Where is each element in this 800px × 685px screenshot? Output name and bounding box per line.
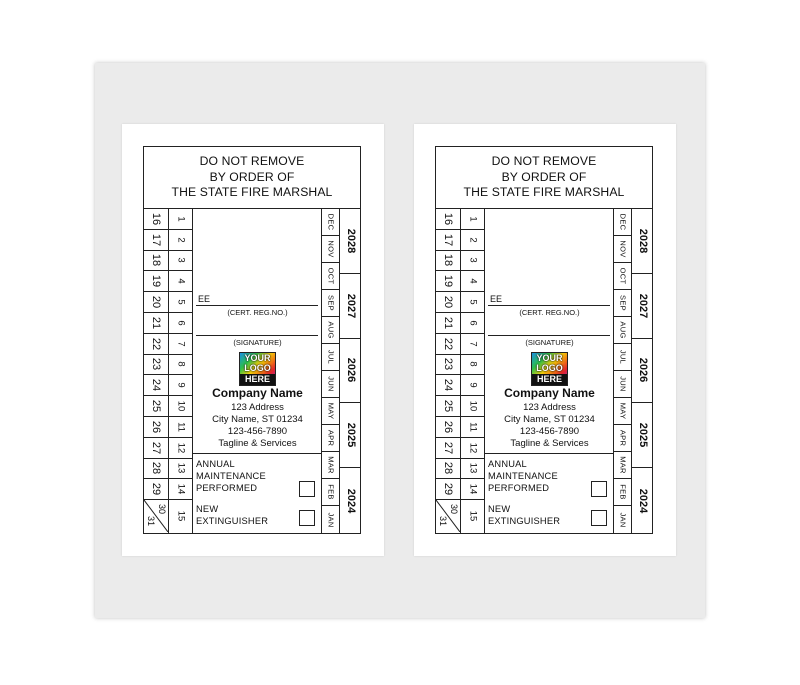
tag-header	[144, 147, 360, 209]
label-line: ANNUAL	[196, 459, 235, 469]
day-cell-label: 1	[175, 216, 187, 222]
month-cell-label: DEC	[618, 213, 628, 231]
annual-maintenance-checkbox[interactable]	[591, 481, 607, 497]
days-column-1-15	[168, 209, 193, 533]
month-cell-label: OCT	[326, 267, 336, 285]
month-cell[interactable]	[614, 506, 632, 533]
day-cell[interactable]	[144, 417, 168, 438]
day-cell-label: 13	[175, 463, 187, 474]
divider	[485, 453, 614, 454]
cert-reg-label: (CERT. REG.NO.)	[519, 308, 580, 317]
day-cell-label: 3	[175, 257, 187, 264]
day-cell[interactable]	[436, 251, 460, 272]
month-cell[interactable]	[322, 506, 340, 533]
day-cell-label: 7	[175, 341, 187, 347]
new-extinguisher-label	[488, 503, 560, 527]
logo-text: LOGO	[536, 363, 563, 373]
year-cell-label: 2027	[636, 293, 649, 318]
day-cell[interactable]	[461, 209, 485, 230]
months-column	[321, 209, 340, 533]
month-cell[interactable]	[322, 263, 340, 290]
day-cell-label: 16	[150, 212, 162, 226]
month-cell[interactable]	[614, 479, 632, 506]
day-cell[interactable]	[461, 230, 485, 251]
day-cell[interactable]	[436, 355, 460, 376]
day-cell-label: 9	[467, 382, 479, 388]
header-line: DO NOT REMOVE	[199, 154, 305, 169]
month-cell-label: JUL	[618, 349, 628, 365]
day-cell-label: 16	[442, 212, 454, 226]
new-extinguisher-checkbox[interactable]	[591, 510, 607, 526]
day-cell[interactable]	[169, 479, 193, 500]
day-cell[interactable]	[461, 417, 485, 438]
month-cell[interactable]	[322, 209, 340, 236]
company-address: 123 Address	[231, 402, 284, 413]
month-cell-label: MAR	[326, 456, 336, 474]
day-cell[interactable]	[461, 355, 485, 376]
month-cell-label: NOV	[618, 240, 628, 258]
day-cell[interactable]	[461, 251, 485, 272]
day-cell-label: 3	[467, 257, 479, 264]
year-cell-label: 2027	[344, 293, 357, 318]
day-cell-label: 22	[150, 337, 162, 350]
day-cell[interactable]	[436, 271, 460, 292]
company-name: Company Name	[212, 386, 303, 400]
month-cell[interactable]	[614, 263, 632, 290]
month-cell[interactable]	[322, 236, 340, 263]
day-cell[interactable]	[169, 313, 193, 334]
month-cell-label: JUN	[618, 376, 628, 392]
day-cell-label: 24	[442, 379, 454, 392]
logo-placeholder	[531, 352, 568, 386]
day-cell-label: 11	[467, 421, 479, 432]
day-cell[interactable]	[169, 375, 193, 396]
day-cell-label: 24	[150, 379, 162, 392]
year-cell[interactable]	[632, 468, 653, 533]
day-cell-label: 27	[442, 441, 454, 454]
logo-placeholder	[239, 352, 276, 386]
year-cell-label: 2025	[636, 423, 649, 448]
cert-reg-label: (CERT. REG.NO.)	[227, 308, 288, 317]
day-cell[interactable]	[436, 459, 460, 480]
header-line: BY ORDER OF	[501, 169, 587, 184]
year-cell[interactable]	[632, 209, 653, 274]
years-column	[339, 209, 361, 533]
month-cell-label: NOV	[326, 240, 336, 258]
day-cell[interactable]	[144, 271, 168, 292]
cert-line[interactable]	[196, 305, 318, 306]
year-cell[interactable]	[340, 403, 361, 468]
month-cell-label: JUL	[326, 349, 336, 365]
day-31-label: 31	[146, 516, 157, 527]
day-cell-label: 10	[175, 400, 187, 412]
day-cell[interactable]	[144, 438, 168, 459]
logo-text: HERE	[240, 374, 275, 385]
label-line: ANNUAL	[488, 459, 527, 469]
info-panel	[192, 209, 322, 533]
company-tagline: Tagline & Services	[218, 438, 297, 449]
company-tagline: Tagline & Services	[510, 438, 589, 449]
day-cell[interactable]	[144, 459, 168, 480]
month-cell[interactable]	[614, 425, 632, 452]
day-cell-label: 7	[467, 341, 479, 347]
header-line: THE STATE FIRE MARSHAL	[171, 185, 333, 200]
annual-maintenance-label	[488, 458, 558, 494]
day-cell-label: 6	[175, 320, 187, 326]
logo-text: LOGO	[244, 363, 271, 373]
day-cell-30-31[interactable]	[436, 500, 460, 532]
month-cell[interactable]	[614, 398, 632, 425]
info-panel	[484, 209, 614, 533]
year-cell-label: 2026	[344, 358, 357, 383]
year-cell-label: 2025	[344, 423, 357, 448]
day-cell-label: 8	[175, 361, 187, 368]
month-cell[interactable]	[322, 371, 340, 398]
label-line: NEW	[488, 504, 511, 514]
signature-label: (SIGNATURE)	[525, 338, 574, 347]
day-cell-label: 25	[442, 399, 454, 413]
day-cell-label: 26	[150, 420, 162, 433]
year-cell[interactable]	[632, 403, 653, 468]
month-cell[interactable]	[322, 290, 340, 317]
month-cell-label: MAY	[326, 402, 336, 420]
new-extinguisher-checkbox[interactable]	[299, 510, 315, 526]
day-cell-label: 28	[442, 462, 454, 475]
year-cell-label: 2024	[344, 488, 357, 513]
year-cell-label: 2028	[344, 228, 357, 254]
day-cell[interactable]	[436, 334, 460, 355]
day-cell-label: 2	[467, 237, 479, 243]
company-city: City Name, ST 01234	[504, 414, 595, 425]
day-cell[interactable]	[436, 417, 460, 438]
day-cell-label: 2	[175, 237, 187, 243]
month-cell-label: SEP	[618, 295, 628, 311]
day-cell[interactable]	[436, 375, 460, 396]
month-cell[interactable]	[322, 425, 340, 452]
day-cell-label: 4	[467, 278, 479, 284]
day-30-label: 30	[157, 504, 168, 515]
day-cell-label: 12	[467, 442, 479, 453]
year-cell[interactable]	[340, 274, 361, 339]
day-cell-label: 8	[467, 361, 479, 368]
month-cell[interactable]	[614, 317, 632, 344]
day-cell[interactable]	[144, 479, 168, 500]
day-cell-label: 19	[442, 275, 454, 288]
day-cell-label: 23	[442, 358, 454, 371]
month-cell[interactable]	[322, 398, 340, 425]
day-cell[interactable]	[461, 479, 485, 500]
days-column-1-15	[460, 209, 485, 533]
month-cell[interactable]	[322, 479, 340, 506]
annual-maintenance-checkbox[interactable]	[299, 481, 315, 497]
day-cell[interactable]	[169, 355, 193, 376]
day-cell-label: 10	[467, 400, 479, 412]
tag-header	[436, 147, 652, 209]
day-cell[interactable]	[461, 459, 485, 480]
new-extinguisher-label	[196, 503, 268, 527]
day-cell-label: 20	[150, 295, 162, 309]
day-cell[interactable]	[436, 292, 460, 313]
day-cell-label: 5	[467, 299, 479, 305]
sheet	[95, 63, 705, 618]
day-cell-label: 29	[442, 483, 454, 496]
day-cell[interactable]	[144, 313, 168, 334]
day-30-label: 30	[449, 504, 460, 515]
day-cell[interactable]	[436, 209, 460, 230]
month-cell-label: JAN	[618, 511, 628, 528]
day-cell[interactable]	[144, 251, 168, 272]
day-cell-label: 22	[442, 337, 454, 350]
company-address: 123 Address	[523, 402, 576, 413]
month-cell[interactable]	[322, 317, 340, 344]
day-cell[interactable]	[461, 271, 485, 292]
days-column-16-31	[144, 209, 168, 533]
month-cell-label: MAR	[618, 456, 628, 474]
day-cell[interactable]	[461, 500, 485, 532]
month-cell-label: OCT	[618, 267, 628, 285]
day-cell[interactable]	[436, 313, 460, 334]
day-cell-label: 15	[467, 510, 479, 522]
day-cell-label: 23	[150, 358, 162, 371]
day-cell[interactable]	[169, 396, 193, 417]
day-cell-label: 18	[150, 254, 162, 267]
day-cell[interactable]	[144, 292, 168, 313]
divider	[193, 453, 322, 454]
day-cell[interactable]	[461, 334, 485, 355]
day-cell-label: 29	[150, 483, 162, 496]
month-cell-label: FEB	[326, 484, 336, 500]
day-cell[interactable]	[169, 209, 193, 230]
ee-label: EE	[198, 294, 211, 304]
label-line: MAINTENANCE	[196, 471, 266, 481]
day-cell-label: 19	[150, 275, 162, 288]
day-cell[interactable]	[169, 251, 193, 272]
tag-frame	[143, 146, 361, 534]
header-line: DO NOT REMOVE	[491, 154, 597, 169]
tag-card-right	[414, 124, 676, 556]
month-cell-label: MAY	[618, 402, 628, 420]
year-cell[interactable]	[340, 209, 361, 274]
day-cell-label: 12	[175, 442, 187, 453]
year-cell[interactable]	[340, 468, 361, 533]
month-cell-label: FEB	[618, 484, 628, 500]
day-cell[interactable]	[169, 500, 193, 532]
month-cell[interactable]	[322, 452, 340, 479]
day-cell-label: 21	[442, 316, 454, 329]
day-cell-label: 27	[150, 441, 162, 454]
logo-text: YOUR	[244, 353, 271, 363]
day-cell-label: 26	[442, 420, 454, 433]
signature-label: (SIGNATURE)	[233, 338, 282, 347]
day-cell[interactable]	[461, 375, 485, 396]
year-cell-label: 2024	[636, 488, 649, 513]
cert-line[interactable]	[488, 305, 610, 306]
day-cell-label: 1	[467, 216, 479, 222]
day-cell[interactable]	[436, 230, 460, 251]
day-cell[interactable]	[169, 334, 193, 355]
month-cell[interactable]	[614, 209, 632, 236]
day-cell[interactable]	[461, 313, 485, 334]
month-cell-label: AUG	[326, 321, 336, 339]
year-cell[interactable]	[632, 274, 653, 339]
annual-maintenance-label	[196, 458, 266, 494]
day-cell[interactable]	[144, 396, 168, 417]
day-cell[interactable]	[169, 459, 193, 480]
day-cell-label: 14	[467, 483, 479, 495]
day-cell-label: 9	[175, 382, 187, 388]
logo-text: YOUR	[536, 353, 563, 363]
label-line: NEW	[196, 504, 219, 514]
company-city: City Name, ST 01234	[212, 414, 303, 425]
label-line: EXTINGUISHER	[488, 516, 561, 526]
month-cell[interactable]	[614, 371, 632, 398]
day-cell-label: 4	[175, 278, 187, 284]
day-cell-label: 21	[150, 316, 162, 329]
month-cell-label: APR	[618, 429, 628, 447]
month-cell-label: SEP	[326, 295, 336, 311]
month-cell-label: DEC	[326, 213, 336, 231]
month-cell[interactable]	[614, 236, 632, 263]
day-cell-label: 25	[150, 399, 162, 413]
label-line: EXTINGUISHER	[196, 516, 269, 526]
company-phone: 123-456-7890	[519, 426, 580, 437]
day-cell[interactable]	[144, 355, 168, 376]
day-cell[interactable]	[144, 209, 168, 230]
day-cell[interactable]	[169, 417, 193, 438]
day-cell[interactable]	[436, 438, 460, 459]
month-cell[interactable]	[614, 452, 632, 479]
month-cell-label: APR	[326, 429, 336, 447]
day-cell-label: 11	[175, 421, 187, 432]
company-name: Company Name	[504, 386, 595, 400]
tag-card-left	[122, 124, 384, 556]
day-cell-label: 18	[442, 254, 454, 267]
year-cell-label: 2028	[636, 228, 649, 254]
day-cell[interactable]	[169, 438, 193, 459]
day-cell[interactable]	[144, 375, 168, 396]
company-phone: 123-456-7890	[227, 426, 288, 437]
month-cell[interactable]	[322, 344, 340, 371]
month-cell[interactable]	[614, 344, 632, 371]
day-cell-label: 13	[467, 463, 479, 474]
tag-frame	[435, 146, 653, 534]
label-line: MAINTENANCE	[488, 471, 558, 481]
signature-line[interactable]	[196, 335, 318, 336]
day-cell[interactable]	[169, 292, 193, 313]
day-cell[interactable]	[461, 438, 485, 459]
signature-line[interactable]	[488, 335, 610, 336]
day-cell[interactable]	[169, 230, 193, 251]
day-cell-30-31[interactable]	[144, 500, 168, 532]
day-cell-label: 15	[175, 510, 187, 522]
days-column-16-31	[436, 209, 460, 533]
month-cell-label: JAN	[326, 511, 336, 528]
label-line: PERFORMED	[196, 483, 258, 493]
header-line: THE STATE FIRE MARSHAL	[463, 185, 625, 200]
label-line: PERFORMED	[488, 483, 550, 493]
month-cell[interactable]	[614, 290, 632, 317]
day-cell-label: 17	[442, 233, 454, 246]
day-cell-label: 5	[175, 299, 187, 305]
month-cell-label: JUN	[326, 376, 336, 392]
day-cell-label: 6	[467, 320, 479, 326]
day-cell[interactable]	[436, 479, 460, 500]
logo-text: HERE	[532, 374, 567, 385]
day-cell[interactable]	[144, 334, 168, 355]
day-cell-label: 28	[150, 462, 162, 475]
year-cell[interactable]	[632, 339, 653, 404]
day-cell[interactable]	[169, 271, 193, 292]
years-column	[631, 209, 653, 533]
year-cell-label: 2026	[636, 358, 649, 383]
day-cell[interactable]	[461, 292, 485, 313]
day-cell[interactable]	[436, 396, 460, 417]
day-cell-label: 14	[175, 483, 187, 495]
day-cell[interactable]	[461, 396, 485, 417]
month-cell-label: AUG	[618, 321, 628, 339]
year-cell[interactable]	[340, 339, 361, 404]
day-cell-label: 17	[150, 233, 162, 246]
months-column	[613, 209, 632, 533]
day-31-label: 31	[438, 516, 449, 527]
ee-label: EE	[490, 294, 503, 304]
day-cell-label: 20	[442, 295, 454, 309]
header-line: BY ORDER OF	[209, 169, 295, 184]
day-cell[interactable]	[144, 230, 168, 251]
